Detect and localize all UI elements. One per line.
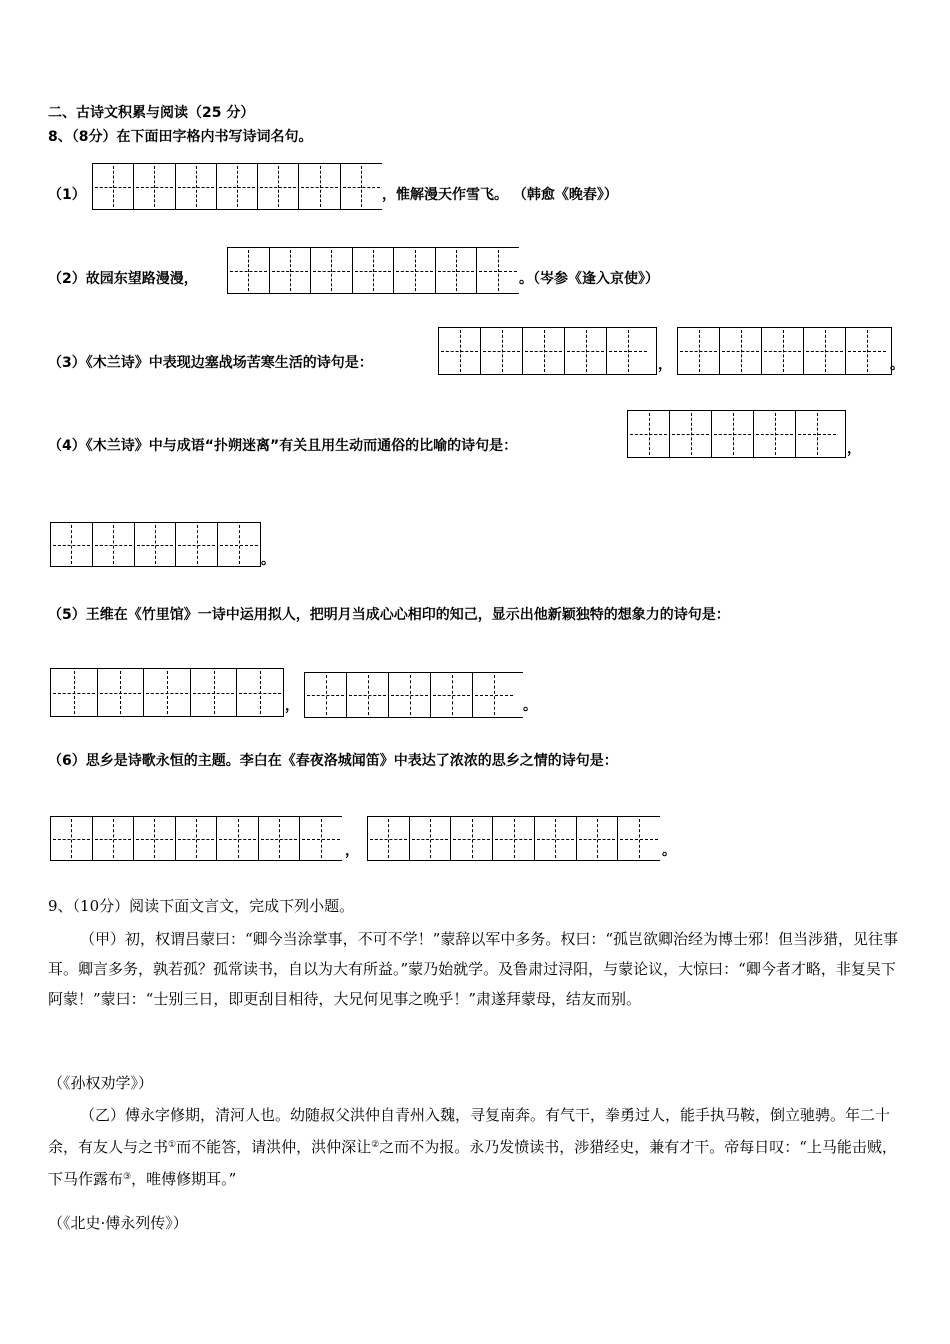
writing-grid-5a[interactable] <box>50 668 284 717</box>
q8-item3-before: （3）《木兰诗》中表现边塞战场苦寒生活的诗句是： <box>48 355 373 371</box>
q8-item6-mid: ， <box>345 843 359 859</box>
section-title: 二、古诗文积累与阅读（25 分） <box>48 105 255 121</box>
footnote-2: ② <box>371 1140 380 1150</box>
q8-item2-after: 。（岑参《逢入京使》） <box>519 271 659 287</box>
q8-item6-prompt: （6）思乡是诗歌永恒的主题。李白在《春夜洛城闻笛》中表达了浓浓的思乡之情的诗句是： <box>48 753 618 769</box>
q8-item5-mid: ， <box>285 698 299 714</box>
writing-grid-1[interactable] <box>92 163 382 210</box>
writing-grid-6b[interactable] <box>367 816 660 861</box>
q8-item1-label: （1） <box>48 187 86 203</box>
passage-b-part2: 而不能答，请洪仲，洪仲深让 <box>176 1138 372 1156</box>
q8-item4-mid: ， <box>847 441 861 457</box>
writing-grid-4a[interactable] <box>627 410 846 458</box>
q8-item6-end: 。 <box>662 843 676 859</box>
q8-item1-after: ，惟解漫天作雪飞。 （韩愈《晚春》） <box>382 187 618 203</box>
passage-b-part1: （乙）傅永字修期，清河人也。幼随叔父洪仲自青州入魏，寻复南奔。有气干，拳勇过人，能手执马鞍，倒立驰骋。年二十余，有友人与之书 <box>48 1106 891 1156</box>
footnote-1: ① <box>168 1140 177 1150</box>
passage-a: （甲）初，权谓吕蒙曰：“卿今当涂掌事，不可不学！”蒙辞以军中多务。权曰：“孤岂欲卿治经为博士邪！但当涉猎，见往事耳。卿言多务，孰若孤？孤常读书，自以为大有所益。”蒙乃始就学。及鲁肃过浔阳，与蒙论议，大惊曰：“卿今者才略，非复吴下阿蒙！”蒙曰：“士别三日，即更刮目相待，大兄何见事之晚乎！”肃遂拜蒙母，结友而别。 <box>48 930 899 1008</box>
passage-b-part3: 之而不为报。永乃发愤读书，涉猎经史，兼有才干。帝每日叹：“上马能击贼，下马作露布 <box>48 1138 897 1188</box>
writing-grid-3a[interactable] <box>438 327 657 375</box>
footnote-3: ③ <box>123 1172 132 1182</box>
passage-b-part4: ，唯傅修期耳。” <box>131 1170 237 1188</box>
source-a: （《孙权劝学》） <box>48 1074 154 1092</box>
writing-grid-6a[interactable] <box>50 816 342 861</box>
writing-grid-4b[interactable] <box>50 522 261 567</box>
q8-item3-end: 。 <box>890 357 904 373</box>
writing-grid-3b[interactable] <box>677 327 892 375</box>
q8-item4-before: （4）《木兰诗》中与成语“扑朔迷离”有关且用生动而通俗的比喻的诗句是： <box>48 438 518 454</box>
q8-item5-prompt: （5）王维在《竹里馆》一诗中运用拟人，把明月当成心心相印的知己，显示出他新颖独特的想象力的诗句是： <box>48 607 730 623</box>
passage-b <box>48 1100 908 1194</box>
writing-grid-2[interactable] <box>227 247 519 294</box>
writing-grid-5b[interactable] <box>304 672 523 718</box>
q8-item3-mid: ， <box>658 357 672 373</box>
q8-item5-end: 。 <box>523 698 537 714</box>
q9-prompt: 9、（10分）阅读下面文言文，完成下列小题。 <box>48 897 355 915</box>
q8-item2-before: （2）故园东望路漫漫， <box>48 271 198 287</box>
q8-prompt: 8、（8分）在下面田字格内书写诗词名句。 <box>48 129 313 145</box>
source-b: （《北史·傅永列传》） <box>48 1214 188 1232</box>
q8-item4-end: 。 <box>261 552 275 568</box>
